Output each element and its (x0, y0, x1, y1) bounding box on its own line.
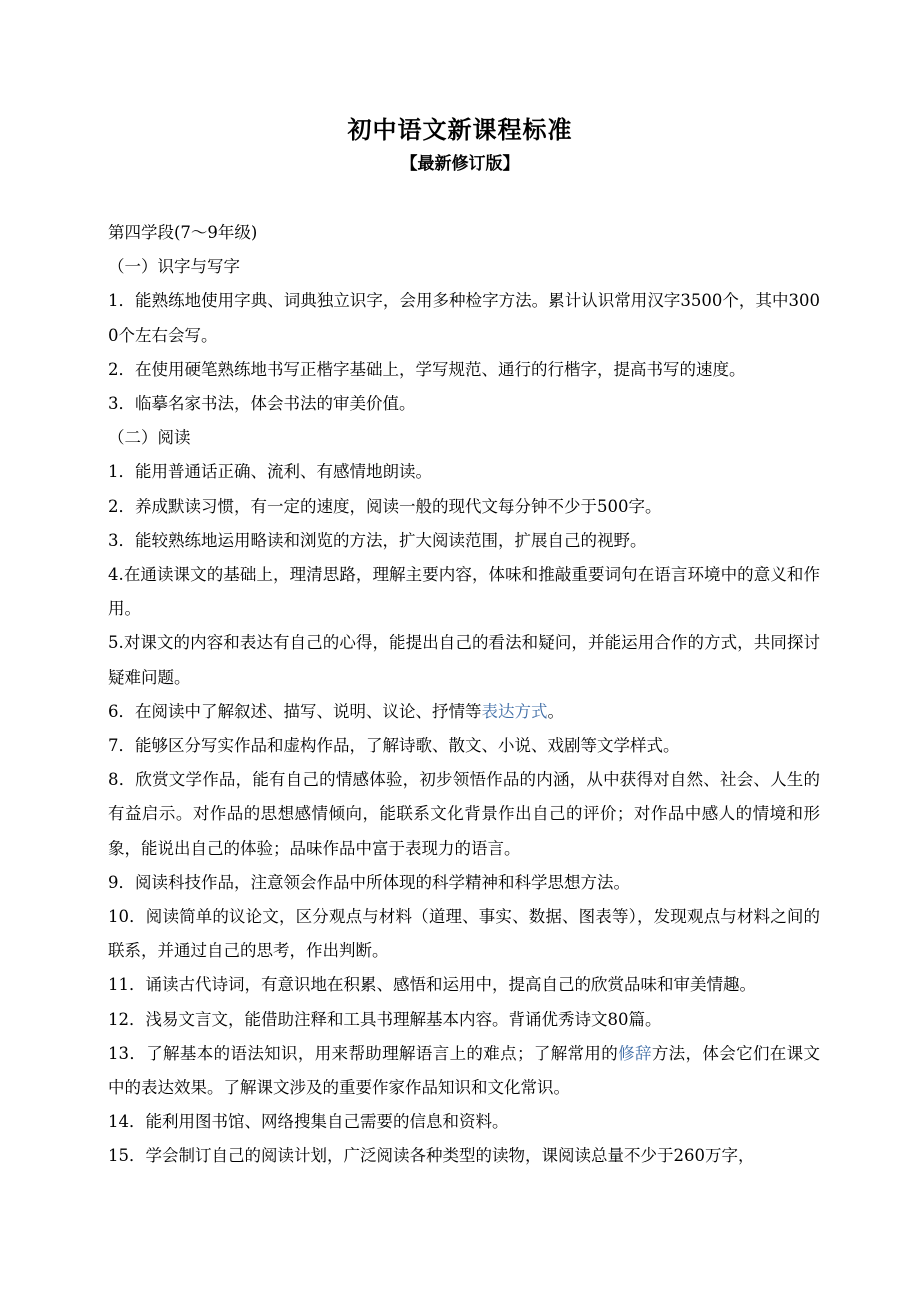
paragraph-reading-1: 1．能用普通话正确、流利、有感情地朗读。 (108, 462, 432, 482)
paragraph-reading-13 (108, 1037, 820, 1105)
paragraph-reading-10: 10．阅读简单的议论文，区分观点与材料（道理、事实、数据、图表等），发现观点与材料之间的联系，并通过自己的思考，作出判断。 (108, 907, 820, 961)
paragraph-literacy-3: 3．临摹名家书法，体会书法的审美价值。 (108, 394, 416, 414)
paragraph-reading-9: 9．阅读科技作品，注意领会作品中所体现的科学精神和科学思想方法。 (108, 872, 630, 892)
document-subtitle: 【最新修订版】 (400, 154, 520, 174)
link-rhetoric[interactable]: 修辞 (618, 1043, 652, 1063)
paragraph-reading-14: 14．能利用图书馆、网络搜集自己需要的信息和资料。 (108, 1112, 509, 1132)
paragraph-reading-5: 5.对课文的内容和表达有自己的心得，能提出自己的看法和疑问，并能运用合作的方式，共同探讨疑难问题。 (108, 633, 820, 687)
paragraph-reading-11: 11．诵读古代诗词，有意识地在积累、感悟和运用中，提高自己的欣赏品味和审美情趣。 (108, 975, 756, 995)
paragraph-reading-6-text-before: 6．在阅读中了解叙述、描写、说明、议论、抒情等 (108, 701, 482, 721)
document-title: 初中语文新课程标准 (347, 115, 573, 144)
paragraph-reading-3: 3．能较熟练地运用略读和浏览的方法，扩大阅读范围，扩展自己的视野。 (108, 530, 647, 550)
paragraph-reading-6-text-after: 。 (547, 701, 564, 721)
link-expression-methods[interactable]: 表达方式 (481, 701, 548, 721)
paragraph-reading-13-text-after: 方法，体会它们在课文中的表达效果。了解课文涉及的重要作家作品知识和文化常识。 (108, 1043, 821, 1098)
section-heading-literacy: （一）识字与写字 (108, 257, 240, 277)
paragraph-literacy-2: 2．在使用硬笔熟练地书写正楷字基础上，学写规范、通行的行楷字，提高书写的速度。 (108, 359, 746, 379)
paragraph-reading-2: 2．养成默读习惯，有一定的速度，阅读一般的现代文每分钟不少于500字。 (108, 496, 662, 516)
section-heading-stage-four: 第四学段(7～9年级) (108, 223, 258, 242)
paragraph-reading-4: 4.在通读课文的基础上，理清思路，理解主要内容，体味和推敲重要词句在语言环境中的意义和作用。 (108, 565, 820, 619)
paragraph-literacy-1: 1．能熟练地使用字典、词典独立识字，会用多种检字方法。累计认识常用汉字3500个，其中3000个左右会写。 (108, 291, 820, 345)
paragraph-reading-8: 8．欣赏文学作品，能有自己的情感体验，初步领悟作品的内涵，从中获得对自然、社会、人生的有益启示。对作品的思想感情倾向，能联系文化背景作出自己的评价；对作品中感人的情境和形象，能说出自己的体验；品味作品中富于表现力的语言。 (108, 770, 820, 858)
document-body (108, 216, 820, 1174)
paragraph-reading-12: 12．浅易文言文，能借助注释和工具书理解基本内容。背诵优秀诗文80篇。 (108, 1009, 662, 1029)
section-heading-reading: （二）阅读 (108, 428, 191, 448)
paragraph-reading-6 (108, 695, 820, 729)
paragraph-reading-7: 7．能够区分写实作品和虚构作品，了解诗歌、散文、小说、戏剧等文学样式。 (108, 736, 680, 756)
paragraph-reading-15: 15．学会制订自己的阅读计划，广泛阅读各种类型的读物，课阅读总量不少于260万字， (108, 1146, 755, 1166)
paragraph-reading-13-text-before: 13．了解基本的语法知识，用来帮助理解语言上的难点；了解常用的 (108, 1043, 619, 1063)
